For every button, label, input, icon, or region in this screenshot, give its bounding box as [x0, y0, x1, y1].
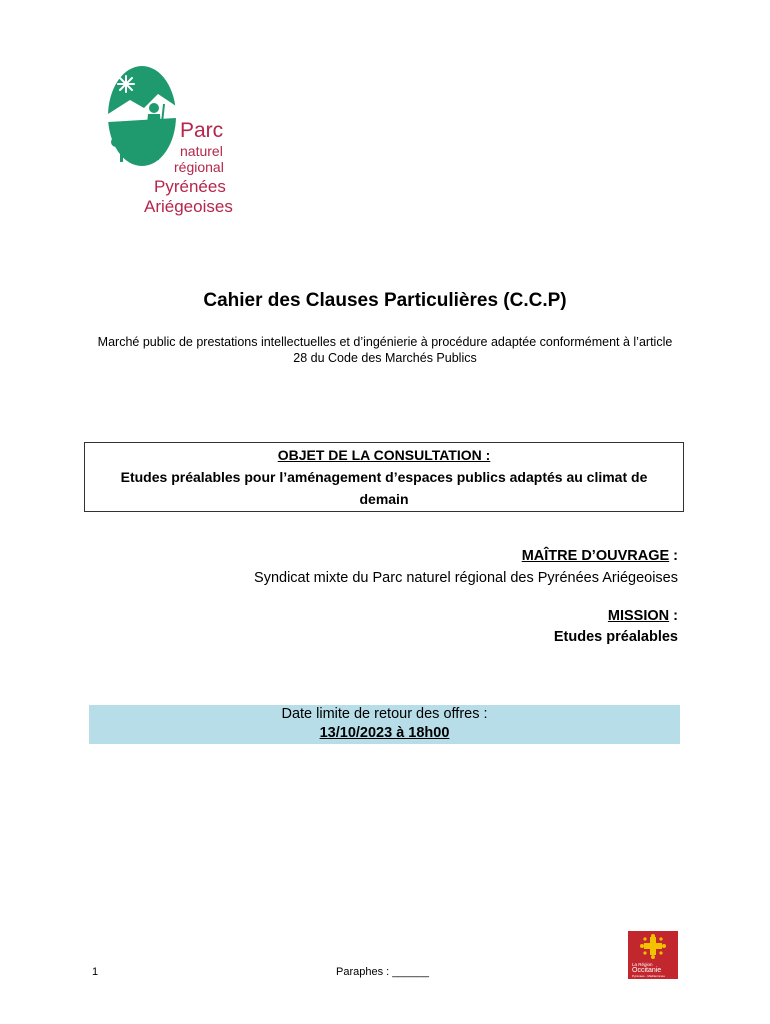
maitre-ouvrage-label-text: MAÎTRE D’OUVRAGE	[521, 548, 670, 564]
logo-line-regional: régional	[174, 159, 224, 175]
maitre-ouvrage-label	[522, 548, 678, 564]
maitre-ouvrage-sep: :	[669, 548, 678, 564]
objet-text: Etudes préalables pour l’aménagement d’espaces publics adaptés au climat de demain	[120, 469, 648, 507]
mission-label	[608, 608, 678, 624]
paraphes-field: Paraphes : ______	[336, 966, 429, 978]
objet-heading: OBJET DE LA CONSULTATION :	[277, 447, 491, 463]
objet-consultation-box	[84, 442, 684, 512]
mission-label-text: MISSION	[607, 608, 670, 624]
logo-line-parc: Parc	[180, 119, 224, 142]
occitanie-line-2: Occitanie	[632, 967, 662, 974]
logo-line-naturel: naturel	[180, 143, 223, 159]
subtitle-line-1: Marché public de prestations intellectuelles et d’ingénierie à procédure adaptée conformément à l’article	[97, 335, 673, 349]
date-limite-box	[89, 705, 680, 744]
date-limite-value: 13/10/2023 à 18h00	[319, 725, 450, 741]
occitanie-line-1: La Région	[632, 962, 653, 967]
occitanie-logo	[628, 931, 678, 979]
subtitle-line-2: 28 du Code des Marchés Publics	[293, 351, 477, 365]
snowflake-icon	[118, 76, 134, 92]
logo-line-ariegeoises: Ariégeoises	[144, 197, 233, 216]
mission-sep: :	[669, 608, 678, 624]
mission-value: Etudes préalables	[553, 629, 678, 645]
occitanie-line-3: Pyrénées - Méditerranée	[632, 974, 666, 978]
logo-line-pyrenees: Pyrénées	[154, 177, 226, 196]
document-subtitle	[85, 334, 685, 366]
occitanie-cross-icon	[628, 931, 678, 979]
page-number: 1	[92, 966, 99, 978]
document-title: Cahier des Clauses Particulières (C.C.P)	[203, 290, 567, 311]
date-limite-label: Date limite de retour des offres :	[281, 706, 488, 722]
maitre-ouvrage-value: Syndicat mixte du Parc naturel régional des Pyrénées Ariégeoises	[254, 570, 678, 586]
